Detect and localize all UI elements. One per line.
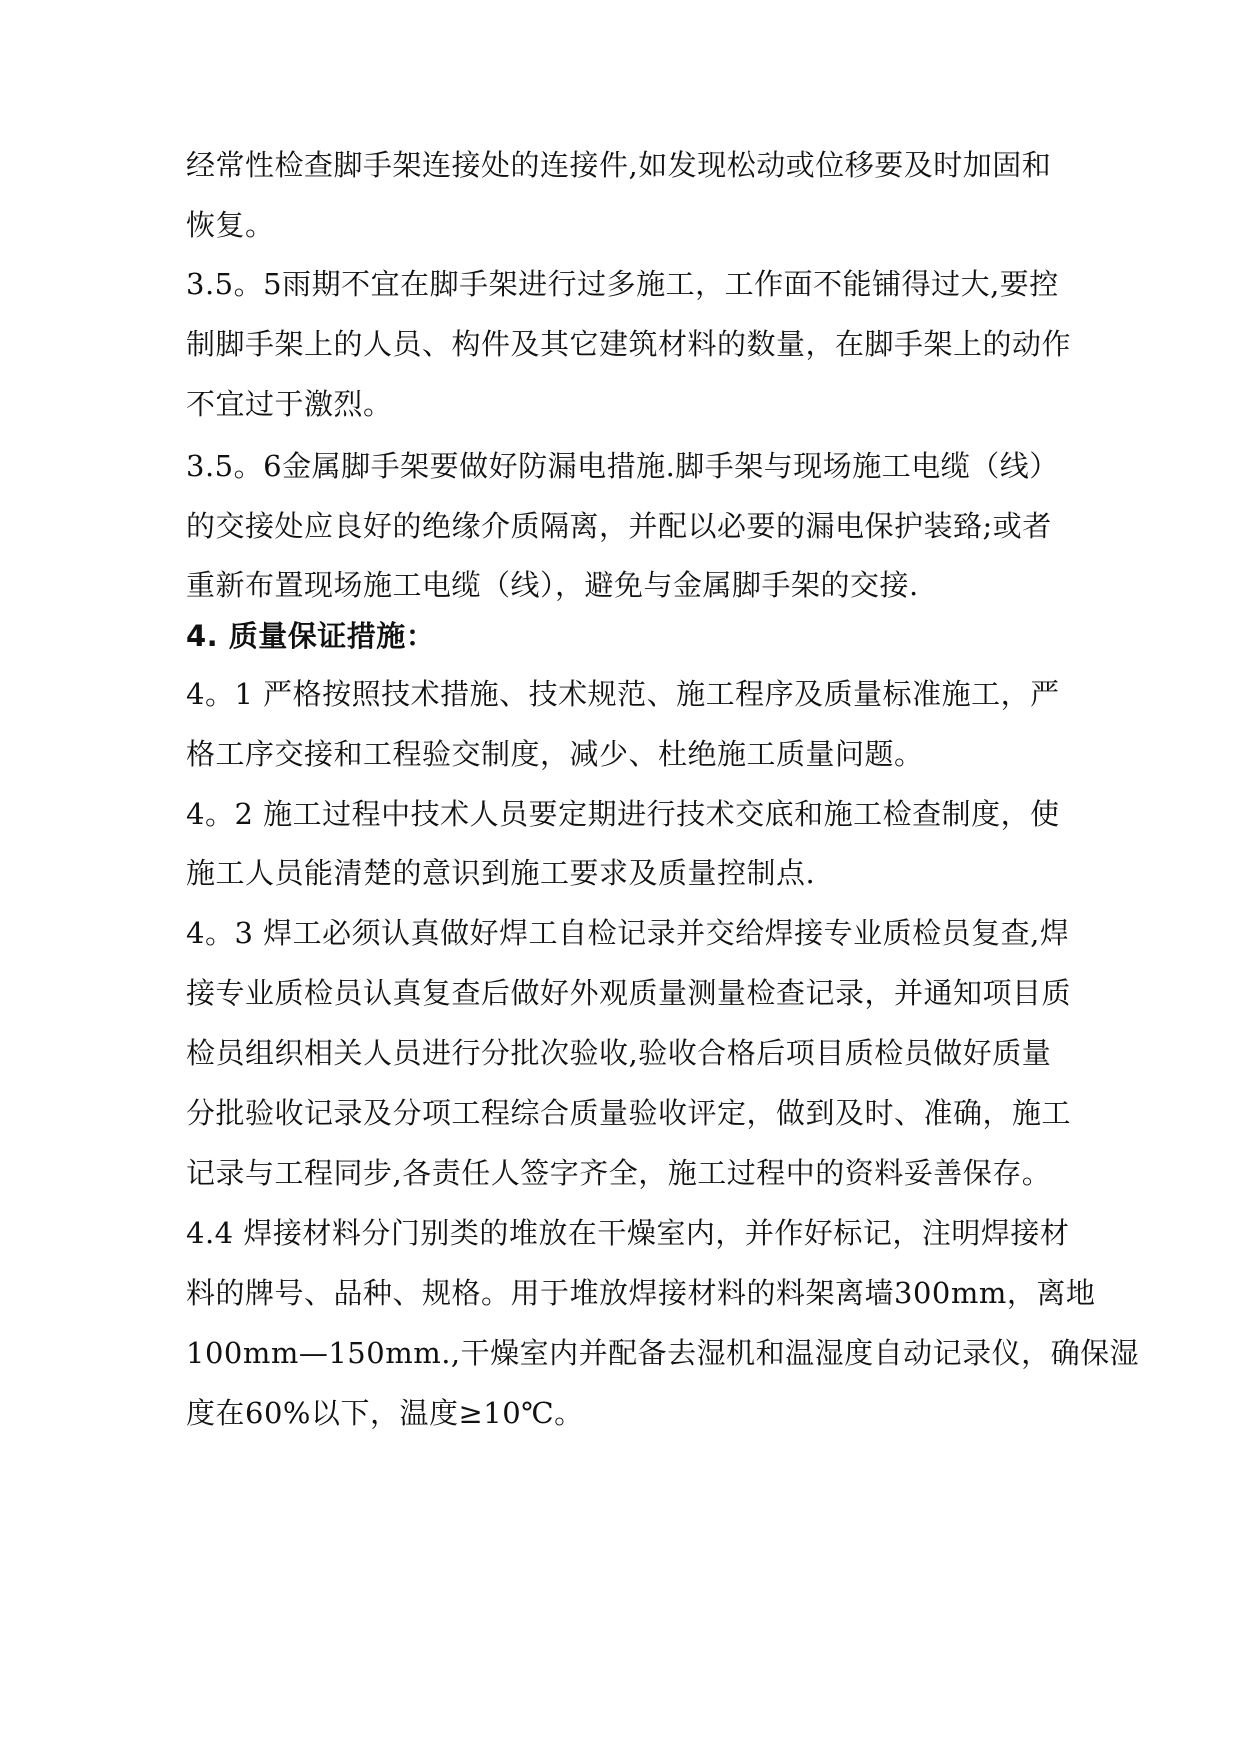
text-line: 制脚手架上的人员、构件及其它建筑材料的数量，在脚手架上的动作 [186, 327, 1072, 361]
text-line: 度在60%以下，温度≥10℃。 [186, 1396, 584, 1430]
text-line: 不宜过于激烈。 [186, 387, 393, 421]
text-line: 料的牌号、品种、规格。用于堆放焊接材料的料架离墙300mm，离地 [186, 1276, 1096, 1310]
text-line: 经常性检查脚手架连接处的连接件,如发现松动或位移要及时加固和 [186, 148, 1052, 182]
text-line: 100mm—150mm.,干燥室内并配备去湿机和温湿度自动记录仪，确保湿 [186, 1336, 1140, 1370]
text-line: 重新布置现场施工电缆（线），避免与金属脚手架的交接. [186, 568, 919, 602]
section-heading: 4. 质量保证措施： [186, 619, 436, 653]
text-line: 记录与工程同步,各责任人签字齐全，施工过程中的资料妥善保存。 [186, 1156, 1052, 1190]
text-line: 4.4 焊接材料分门别类的堆放在干燥室内，并作好标记，注明焊接材 [186, 1216, 1070, 1250]
text-line: 施工人员能清楚的意识到施工要求及质量控制点. [186, 856, 816, 890]
text-line: 分批验收记录及分项工程综合质量验收评定，做到及时、准确，施工 [186, 1096, 1072, 1130]
text-line: 4。1 严格按照技术措施、技术规范、施工程序及质量标准施工，严 [186, 677, 1060, 711]
text-line: 的交接处应良好的绝缘介质隔离，并配以必要的漏电保护装臵;或者 [186, 509, 1052, 543]
text-line: 接专业质检员认真复查后做好外观质量测量检查记录，并通知项目质 [186, 976, 1072, 1010]
text-line: 恢复。 [186, 208, 275, 242]
text-line: 检员组织相关人员进行分批次验收,验收合格后项目质检员做好质量 [186, 1036, 1052, 1070]
text-line: 格工序交接和工程验交制度，减少、杜绝施工质量问题。 [186, 737, 924, 771]
text-line: 3.5。6金属脚手架要做好防漏电措施.脚手架与现场施工电缆（线） [186, 449, 1059, 483]
text-line: 4。3 焊工必须认真做好焊工自检记录并交给焊接专业质检员复查,焊 [186, 916, 1070, 950]
text-line: 3.5。5雨期不宜在脚手架进行过多施工，工作面不能铺得过大,要控 [186, 267, 1059, 301]
text-line: 4。2 施工过程中技术人员要定期进行技术交底和施工检查制度，使 [186, 797, 1060, 831]
